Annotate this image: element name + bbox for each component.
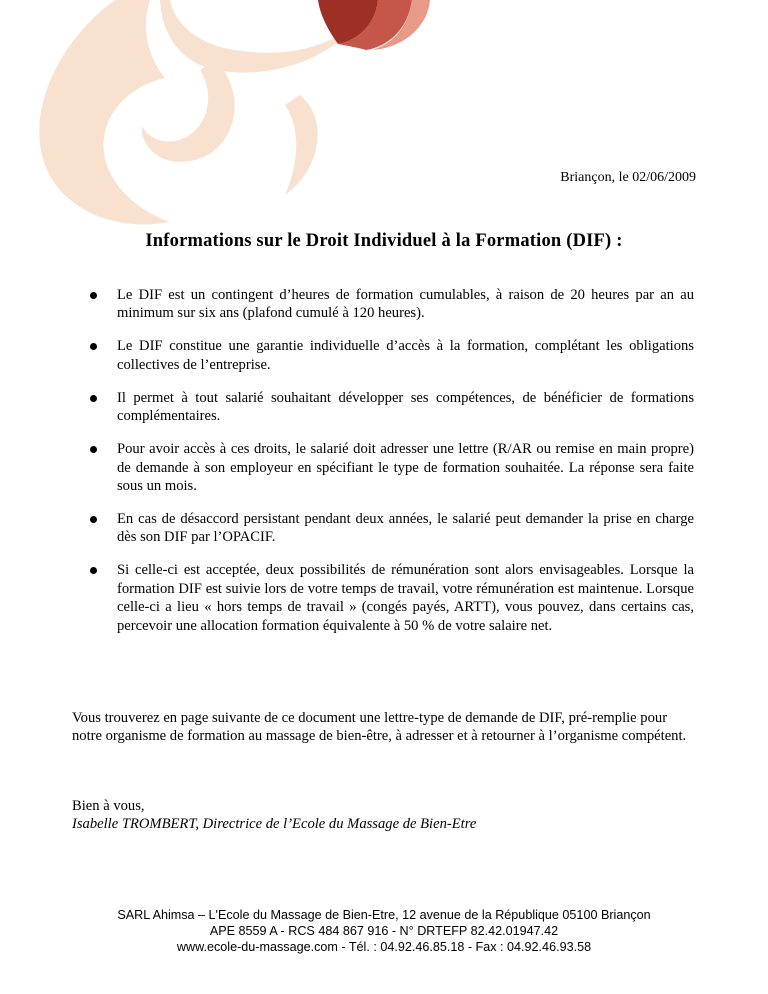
footer — [0, 907, 768, 956]
list-item-text: Le DIF est un contingent d’heures de formation cumulables, à raison de 20 heures par an au minimum sur six ans (plafond cumulé à 120 heures). — [117, 287, 694, 322]
bullet-list — [90, 286, 694, 650]
list-item-text: Le DIF constitue une garantie individuelle d’accès à la formation, complétant les obligations collectives de l’entreprise. — [117, 338, 694, 373]
info-paragraph: Vous trouverez en page suivante de ce document une lettre-type de demande de DIF, pré-remplie pour notre organisme de formation au massage de bien-être, à adresser et à retourner à l’organisme compétent. — [72, 710, 687, 745]
bullet-icon — [90, 446, 97, 453]
footer-contact-line: www.ecole-du-massage.com - Tél. : 04.92.46.85.18 - Fax : 04.92.46.93.58 — [176, 940, 592, 955]
page-title: Informations sur le Droit Individuel à la Formation (DIF) : — [145, 231, 623, 251]
bullet-icon — [90, 292, 97, 299]
list-item — [90, 337, 694, 374]
list-item-text: En cas de désaccord persistant pendant deux années, le salarié peut demander la prise en charge dès son DIF par l’OPACIF. — [117, 511, 694, 546]
swirl-tail — [285, 95, 318, 195]
list-item — [90, 389, 694, 426]
bullet-icon — [90, 343, 97, 350]
date-line: Briançon, le 02/06/2009 — [560, 170, 696, 185]
list-item — [90, 440, 694, 495]
footer-registration-line: APE 8559 A - RCS 484 867 916 - N° DRTEFP 82.42.01947.42 — [209, 924, 559, 939]
footer-company-line: SARL Ahimsa – L'Ecole du Massage de Bien-Etre, 12 avenue de la République 05100 Briançon — [117, 908, 651, 922]
list-item-text: Pour avoir accès à ces droits, le salarié doit adresser une lettre (R/AR ou remise en main propre) de demande à son employeur en spécifiant le type de formation souhaitée. La réponse sera faite sous un mois. — [117, 441, 694, 495]
decorative-swirl-logo — [0, 0, 460, 260]
list-item — [90, 286, 694, 323]
list-item-text: Il permet à tout salarié souhaitant développer ses compétences, de bénéficier de formations complémentaires. — [117, 389, 694, 425]
signature: Isabelle TROMBERT, Directrice de l’Ecole du Massage de Bien-Etre — [72, 816, 477, 833]
greeting: Bien à vous, — [72, 798, 145, 814]
swirl-outer — [39, 0, 170, 224]
bullet-icon — [90, 516, 97, 523]
bullet-icon — [90, 567, 97, 574]
list-item-text: Si celle-ci est acceptée, deux possibilités de rémunération sont alors envisageables. Lorsque la formation DIF est suivie lors de votre temps de travail, votre rémunération est maintenue. Lorsque celle-ci a lieu « hors temps de travail » (congés payés, ARTT), vous pouvez, dans certains cas, percevoir une allocation formation équivalente à 50 % de votre salaire net. — [117, 562, 694, 634]
list-item — [90, 510, 694, 547]
closing-block — [72, 797, 692, 834]
list-item — [90, 561, 694, 635]
bullet-icon — [90, 395, 97, 402]
